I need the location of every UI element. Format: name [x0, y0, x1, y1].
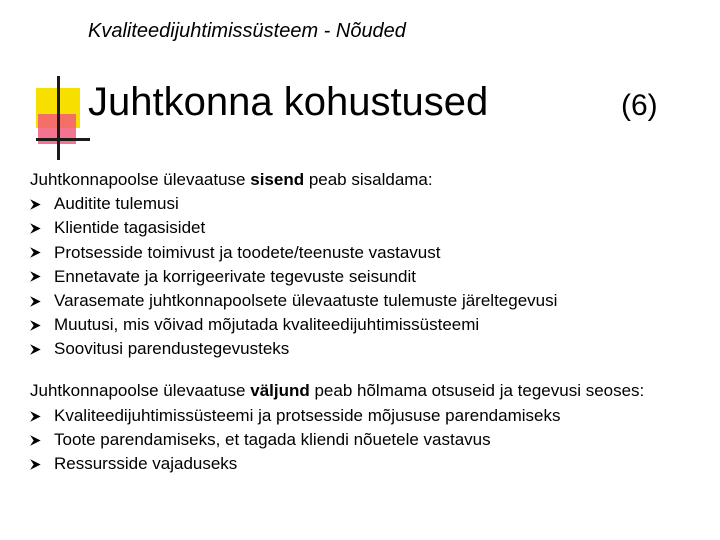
slide-number: (6)	[621, 89, 658, 122]
section-input-lead	[30, 168, 702, 192]
list-item-text: Auditite tulemusi	[54, 194, 179, 214]
lead-text-end: peab sisaldama:	[304, 170, 433, 189]
list-item	[30, 428, 702, 452]
list-item	[30, 289, 702, 313]
list-item-text: Kvaliteedijuhtimissüsteemi ja protsesside mõjususe parendamiseks	[54, 406, 561, 425]
list-item	[30, 313, 702, 337]
arrowhead-bullet-icon	[30, 241, 44, 265]
list-item-text: Toote parendamiseks, et tagada kliendi nõuetele vastavus	[54, 430, 491, 450]
list-item-text: Protsesside toimivust ja toodete/teenuste vastavust	[54, 242, 441, 262]
lead-bold-text: väljund	[250, 381, 310, 400]
list-item-text: Muutusi, mis võivad mõjutada kvaliteedijuhtimissüsteemi	[54, 315, 480, 335]
list-item	[30, 192, 702, 216]
presentation-header: Kvaliteedijuhtimissüsteem - Nõuded	[88, 20, 406, 42]
list-item	[30, 265, 702, 289]
output-list	[30, 404, 702, 477]
logo-horizontal-line	[36, 138, 90, 141]
arrowhead-bullet-icon	[30, 289, 44, 313]
section-output-lead	[30, 382, 702, 400]
section-input	[30, 168, 702, 362]
slide-logo-icon	[32, 76, 92, 160]
arrowhead-bullet-icon	[30, 192, 44, 216]
list-item-text: Klientide tagasisidet	[54, 218, 206, 238]
lead-text-end: peab hõlmama otsuseid ja tegevusi seoses:	[309, 381, 645, 400]
input-list	[30, 192, 702, 361]
lead-bold-text: sisend	[250, 170, 305, 189]
list-item	[30, 452, 702, 476]
list-item-text: Ressursside vajaduseks	[54, 454, 238, 474]
list-item-text: Varasemate juhtkonnapoolsete ülevaatuste tulemuste järeltegevusi	[54, 291, 558, 311]
lead-text: Juhtkonnapoolse ülevaatuse	[30, 170, 251, 189]
list-item	[30, 404, 702, 428]
list-item-text: Ennetavate ja korrigeerivate tegevuste seisundit	[54, 266, 416, 286]
section-output	[30, 382, 702, 477]
arrowhead-bullet-icon	[30, 428, 44, 452]
arrowhead-bullet-icon	[30, 313, 44, 337]
slide-title: Juhtkonna kohustused	[88, 80, 489, 124]
list-item	[30, 216, 702, 240]
arrowhead-bullet-icon	[30, 452, 44, 476]
arrowhead-bullet-icon	[30, 265, 44, 289]
lead-text: Juhtkonnapoolse ülevaatuse	[30, 381, 251, 400]
logo-vertical-line	[57, 76, 60, 160]
list-item	[30, 337, 702, 361]
arrowhead-bullet-icon	[30, 216, 44, 240]
list-item	[30, 241, 702, 265]
arrowhead-bullet-icon	[30, 337, 44, 361]
arrowhead-bullet-icon	[30, 404, 44, 428]
list-item-text: Soovitusi parendustegevusteks	[54, 339, 290, 359]
